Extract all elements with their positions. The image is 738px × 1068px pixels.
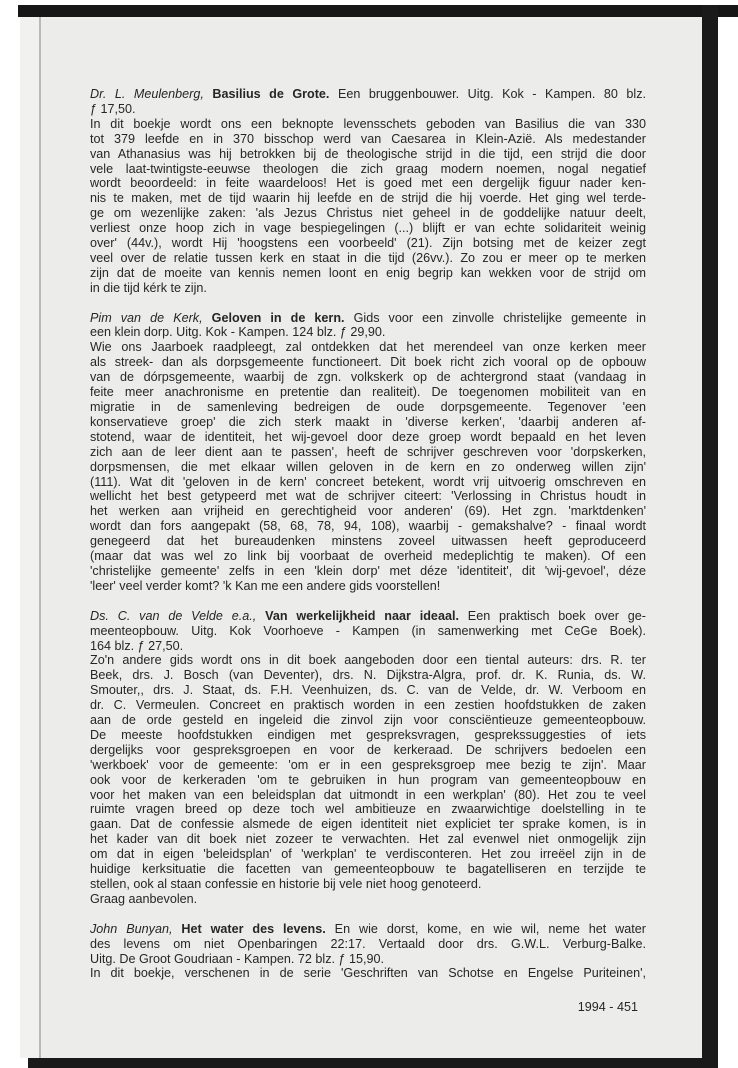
review-citation: een klein dorp. Uitg. Kok - Kampen. 124 blz. ƒ 29,90. bbox=[90, 325, 386, 340]
body-line: wordt beoordeeld: in feite waardeloos! Het is goed met een dergelijk figuur nader ken- bbox=[90, 176, 646, 191]
body-line: voor het maken van een beleidsplan dat uitmondt in een werkplan' (80). Het zou te veel bbox=[90, 787, 646, 802]
body-line: (111). Wat dit 'geloven in de kern' concreet betekent, wordt vrij uitvoerig omschreven en bbox=[90, 474, 646, 489]
header-line bbox=[90, 102, 646, 117]
review-title: Geloven in de kern. bbox=[202, 310, 345, 325]
body-line: In dit boekje wordt ons een beknopte levensschets geboden van Basilius die van 330 bbox=[90, 116, 646, 131]
review-citation: Gids voor een zinvolle christelijke gemeente in bbox=[344, 310, 646, 325]
review-citation: Een bruggenbouwer. Uitg. Kok - Kampen. 80 blz. bbox=[329, 87, 646, 101]
body-line: aan de orde gesteld en ingeleid die zinvol zijn voor consciëntieuze gemeenteopbouw. bbox=[90, 713, 646, 728]
review-author: Pim van de Kerk, bbox=[90, 310, 203, 325]
review-citation: En wie dorst, kome, en wie wil, neme het water bbox=[325, 921, 646, 936]
review-author: Ds. C. van de Velde e.a., bbox=[90, 608, 257, 623]
body-line: ge om wezenlijke zaken: 'als Jezus Christus niet geheel in de goddelijke natuur deelt, bbox=[90, 206, 646, 221]
header-line bbox=[90, 639, 646, 654]
body-line: migratie in de samenleving bedreigen de oude dorpsgemeente. Tegenover 'een bbox=[90, 400, 646, 415]
header-line bbox=[90, 609, 646, 624]
header-line bbox=[90, 922, 646, 937]
body-line: Graag aanbevolen. bbox=[90, 891, 198, 906]
review-header bbox=[90, 87, 646, 117]
body-line: In dit boekje, verschenen in de serie 'Geschriften van Schotse en Engelse Puriteinen', bbox=[90, 966, 646, 981]
body-line: het werken aan vrijheid en gerechtigheid voor anderen' (69). Het zgn. 'marktdenken' bbox=[90, 504, 646, 519]
book-reviews bbox=[90, 87, 646, 996]
body-line: zich aan de leer dient aan te passen', heeft de schrijver geschreven voor 'dorpskerken, bbox=[90, 444, 646, 459]
body-line: dorpsmensen, die met elkaar willen geloven in de kern en zo onderweg willen zijn' bbox=[90, 459, 646, 474]
body-line: veel over de relatie tussen kerk en staat in die tijd (26vv.). Zo zou er meer op te merken bbox=[90, 250, 646, 265]
header-line bbox=[90, 87, 646, 102]
review-citation: Een praktisch boek over ge- bbox=[458, 608, 646, 623]
page-number: 1994 - 451 bbox=[577, 1000, 638, 1014]
body-line: nis te maken, met de tijd waarin hij leefde en de strijd die hij voerde. Het ging wel terde- bbox=[90, 191, 646, 206]
body-line: stotend, waar de identiteit, het wij-gevoel door deze groep wordt bepaald en het leven bbox=[90, 429, 646, 444]
review-title: Basilius de Grote. bbox=[203, 87, 330, 101]
body-line: De meeste hoofdstukken eindigen met gespreksvragen, gesprekssuggesties of iets bbox=[90, 727, 646, 742]
header-line bbox=[90, 325, 646, 340]
review-header bbox=[90, 922, 646, 967]
review-citation: 164 blz. ƒ 27,50. bbox=[90, 638, 184, 653]
body-line: in die tijd kérk te zijn. bbox=[90, 280, 207, 295]
body-line: wordt dan fors aangepakt (58, 68, 78, 94, 108), waarbij - gemakshalve? - finaal wordt bbox=[90, 519, 646, 534]
review-citation: des levens om niet Openbaringen 22:17. Vertaald door drs. G.W.L. Verburg-Balke. bbox=[90, 936, 646, 951]
review-title: Van werkelijkheid naar ideaal. bbox=[256, 608, 459, 623]
body-line: het kader van dit boek niet zozeer te verwachten. Het zal evenwel niet onmogelijk zijn bbox=[90, 832, 646, 847]
review-paragraph bbox=[90, 653, 646, 892]
review-author: Dr. L. Meulenberg, bbox=[90, 87, 204, 101]
body-line: dergelijks voor gespreksgroepen en voor de kerkeraad. De schrijvers bedoelen een bbox=[90, 742, 646, 757]
body-line: 'leer' veel verder komt? 'k Kan me een andere gids voorstellen! bbox=[90, 578, 441, 593]
body-line: als streek- dan als dorpsgemeente functioneert. Dit boek richt zich vooral op de opbouw bbox=[90, 355, 646, 370]
book-review bbox=[90, 609, 646, 907]
body-line: over' (44v.), wordt Hij 'hoogstens een voorbeeld' (21). Zijn botsing met de keizer zegt bbox=[90, 236, 646, 251]
body-line: konservatieve groep' die zich sterk maakt in 'diverse kerken', 'daarbij anderen af- bbox=[90, 414, 646, 429]
book-review bbox=[90, 922, 646, 982]
book-review bbox=[90, 87, 646, 296]
body-line: ruimte vragen breed op deze toch wel ambitieuze en zwaarwichtige doelstelling in te bbox=[90, 802, 646, 817]
header-line bbox=[90, 624, 646, 639]
body-line: genegeerd dat het bureaudenken minstens zoveel uitwassen heeft geproduceerd bbox=[90, 534, 646, 549]
review-citation: meenteopbouw. Uitg. Kok Voorhoeve - Kampen (in samenwerking met CeGe Boek). bbox=[90, 623, 646, 638]
page-edge-line bbox=[39, 17, 41, 1058]
scan-border-top bbox=[18, 5, 738, 17]
review-citation: Uitg. De Groot Goudriaan - Kampen. 72 blz. ƒ 15,90. bbox=[90, 951, 385, 966]
body-line: Smouter,, drs. J. Staat, ds. F.H. Veenhuizen, ds. C. van de Velde, dr. W. Verboom en bbox=[90, 683, 646, 698]
body-line: om dat in eigen 'beleidsplan' of 'werkplan' te verdisconteren. Het zou irreëel zijn in de bbox=[90, 847, 646, 862]
body-line: tot 379 leefde en in 370 bisschop werd van Caesarea in Klein-Azië. Als medestander bbox=[90, 131, 646, 146]
review-paragraph bbox=[90, 340, 646, 593]
body-line: ook voor de kerkeraden 'om te gebruiken in hun program van gemeenteopbouw en bbox=[90, 772, 646, 787]
body-line: van Athanasius was hij betrokken bij de theologische strijd in die tijd, een strijd die door bbox=[90, 146, 646, 161]
body-line: zijn dat de moeite van kennis nemen loont en enig begrip kan wekken voor de strijd om bbox=[90, 265, 646, 280]
review-paragraph bbox=[90, 117, 646, 296]
review-citation: ƒ 17,50. bbox=[90, 101, 136, 116]
body-line: verliest onze hoop zich in vage bespiegelingen (...) blijft er van echte solidariteit weinig bbox=[90, 221, 646, 236]
body-line: feite meer anachronisme en pretentie dan realiteit). De toegenomen mobiliteit van en bbox=[90, 385, 646, 400]
body-line: gaan. Dat de confessie alsmede de eigen identiteit niet expliciet ter sprake komen, is in bbox=[90, 817, 646, 832]
scan-border-right bbox=[702, 5, 718, 1068]
review-header bbox=[90, 609, 646, 654]
body-line: huidige kerksituatie die facetten van gemeenteopbouw te bagatelliseren en terzijde te bbox=[90, 862, 646, 877]
body-line: vele laat-twintigste-eeuwse theologen die zich graag modern noemen, nogal negatief bbox=[90, 161, 646, 176]
review-paragraph bbox=[90, 966, 646, 981]
review-author: John Bunyan, bbox=[90, 921, 173, 936]
header-line bbox=[90, 952, 646, 967]
book-review bbox=[90, 311, 646, 594]
body-line: van de dórpsgemeente, waarbij de zgn. volkskerk op de achtergrond staat (vandaag in bbox=[90, 370, 646, 385]
page-binding-margin bbox=[20, 17, 39, 1058]
body-line: (maar dat was wel zo link bij voorbaat de overheid medeplichtig te maken). Of een bbox=[90, 549, 646, 564]
review-header bbox=[90, 311, 646, 341]
body-line: Beek, drs. J. Bosch (van Deventer), drs. N. Dijkstra-Algra, prof. dr. K. Runia, ds. W. bbox=[90, 668, 646, 683]
body-line: 'werkboek' voor de gemeente: 'om er in een gespreksgroep mee bezig te zijn'. Maar bbox=[90, 757, 646, 772]
body-line: 'christelijke gemeente' zelfs in een 'klein dorp' met déze 'identiteit', dit 'wij-gevoel', déze bbox=[90, 563, 646, 578]
header-line bbox=[90, 937, 646, 952]
review-paragraph bbox=[90, 892, 646, 907]
body-line: Zo'n andere gids wordt ons in dit boek aangeboden door een tiental auteurs: drs. R. ter bbox=[90, 653, 646, 668]
header-line bbox=[90, 311, 646, 326]
body-line: wellicht het best getypeerd met wat de schrijver citeert: 'Verlossing in Christus houdt in bbox=[90, 489, 646, 504]
document-page bbox=[20, 17, 702, 1058]
body-line: dr. C. Vermeulen. Concreet en praktisch worden in een zestien hoofdstukken de zaken bbox=[90, 698, 646, 713]
body-line: Wie ons Jaarboek raadpleegt, zal ontdekken dat het merendeel van onze kerken meer bbox=[90, 340, 646, 355]
scan-border-bottom bbox=[28, 1058, 718, 1068]
body-line: stellen, ook al staan confessie en historie bij vele niet hoog genoteerd. bbox=[90, 877, 482, 891]
review-title: Het water des levens. bbox=[172, 921, 326, 936]
